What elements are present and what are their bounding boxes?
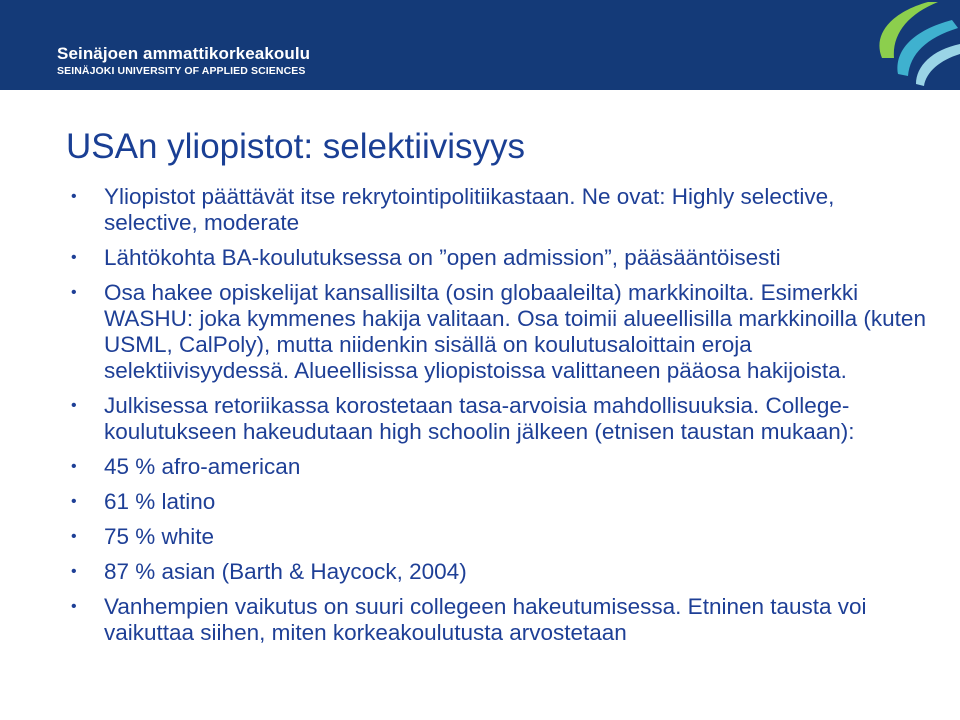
bullet-list bbox=[68, 184, 928, 655]
bullet-text: Osa hakee opiskelijat kansallisilta (osin globaaleilta) markkinoilta. Esimerkki WASHU: joka kymmenes hakija valitaan. Osa toimii alueellisilla markkinoilla (kuten USML, CalPoly), mutta niidenkin sisällä on koulutusaloittain eroja selektiivisyydessä. Alueellisissa yliopistoissa valittaneen pääosa hakijoista. bbox=[104, 280, 926, 383]
bullet-text: Lähtökohta BA-koulutuksessa on ”open admission”, pääsääntöisesti bbox=[104, 245, 781, 270]
bullet-item bbox=[68, 245, 928, 271]
bullet-item bbox=[68, 524, 928, 550]
bullet-item bbox=[68, 280, 928, 384]
bullet-dot-icon: • bbox=[71, 188, 77, 205]
bullet-text: 45 % afro-american bbox=[104, 454, 301, 479]
header-bar bbox=[0, 0, 960, 90]
bullet-text: 75 % white bbox=[104, 524, 215, 549]
bullet-dot-icon: • bbox=[71, 249, 77, 266]
bullet-item bbox=[68, 454, 928, 480]
bullet-item bbox=[68, 594, 928, 646]
bullet-dot-icon: • bbox=[71, 397, 77, 414]
bullet-dot-icon: • bbox=[71, 493, 77, 510]
bullet-dot-icon: • bbox=[71, 458, 77, 475]
bullet-item bbox=[68, 393, 928, 445]
bullet-dot-icon: • bbox=[71, 284, 77, 301]
org-name: Seinäjoen ammattikorkeakoulu bbox=[57, 44, 311, 63]
bullet-dot-icon: • bbox=[71, 598, 77, 615]
bullet-dot-icon: • bbox=[71, 528, 77, 545]
org-name-en: SEINÄJOKI UNIVERSITY OF APPLIED SCIENCES bbox=[57, 65, 306, 77]
bullet-dot-icon: • bbox=[71, 563, 77, 580]
logo-swoosh-icon bbox=[820, 0, 960, 90]
bullet-text: 87 % asian (Barth & Haycock, 2004) bbox=[104, 559, 467, 584]
bullet-item bbox=[68, 489, 928, 515]
bullet-text: Vanhempien vaikutus on suuri collegeen hakeutumisessa. Etninen tausta voi vaikuttaa siihen, miten korkeakoulutusta arvostetaan bbox=[104, 594, 867, 645]
slide-title: USAn yliopistot: selektiivisyys bbox=[66, 127, 526, 166]
bullet-text: 61 % latino bbox=[104, 489, 216, 514]
bullet-text: Julkisessa retoriikassa korostetaan tasa-arvoisia mahdollisuuksia. College-koulutukseen hakeudutaan high schoolin jälkeen (etnisen taustan mukaan): bbox=[104, 393, 855, 444]
bullet-item bbox=[68, 559, 928, 585]
bullet-item bbox=[68, 184, 928, 236]
logo bbox=[57, 44, 310, 78]
bullet-text: Yliopistot päättävät itse rekrytointipolitiikastaan. Ne ovat: Highly selective, selective, moderate bbox=[104, 184, 835, 235]
